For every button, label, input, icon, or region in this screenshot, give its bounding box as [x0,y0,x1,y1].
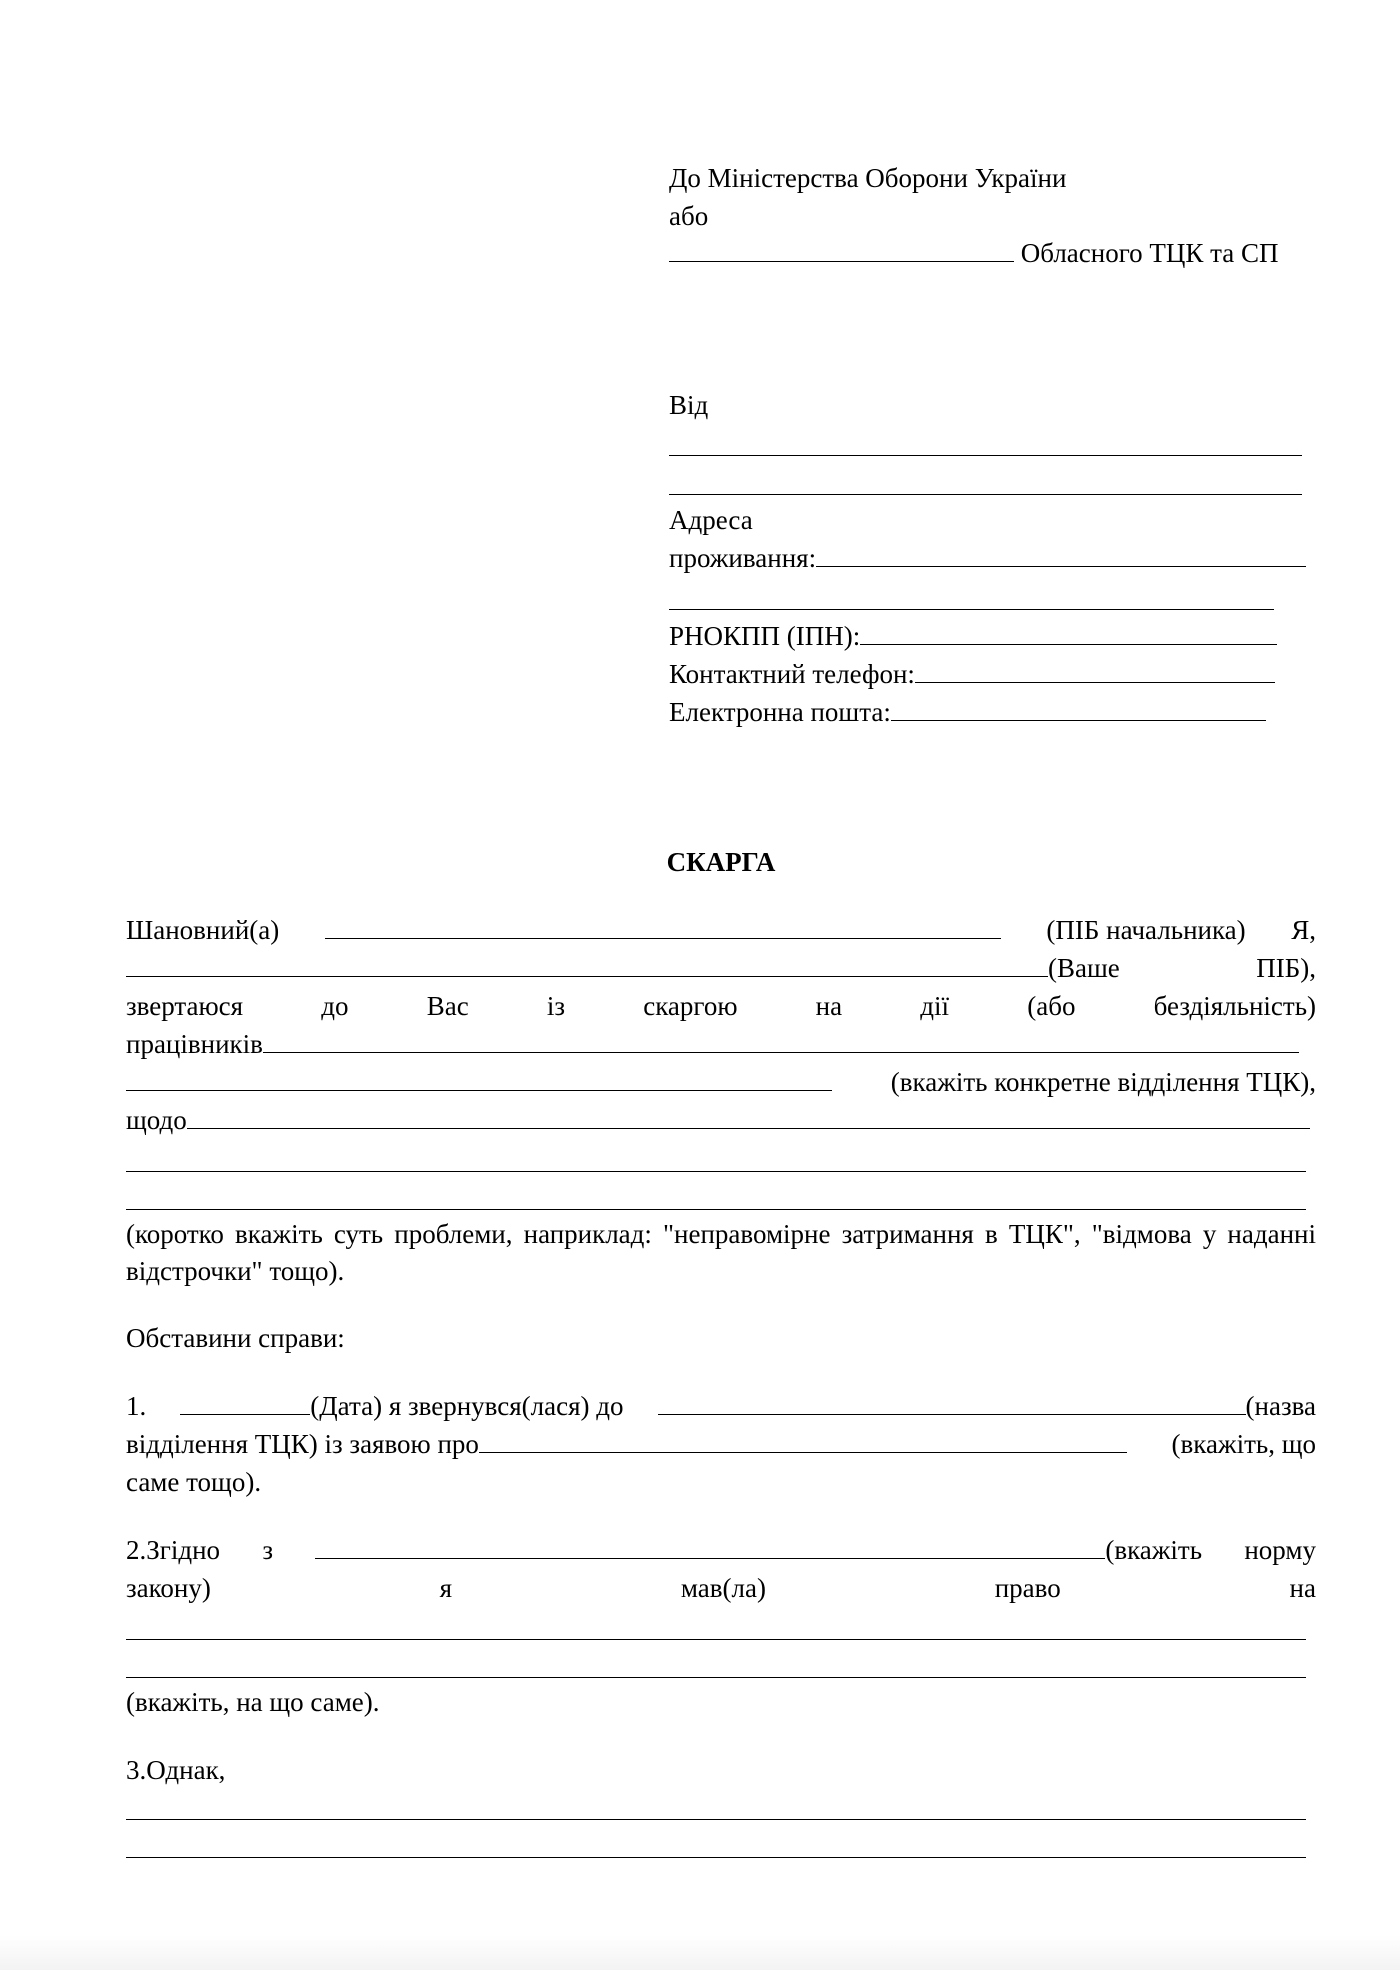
appeal-word: (або [1027,991,1076,1021]
item2-line1 [126,1532,1316,1569]
department-blank[interactable] [126,1066,832,1091]
item1-line2 [126,1426,1316,1463]
email-line [669,694,1266,731]
email-label: Електронна пошта: [669,697,891,727]
regional-office-label: Обласного ТЦК та СП [1020,238,1279,268]
appeal-word: дії [920,991,950,1021]
your-name-blank[interactable] [126,952,1048,977]
item1-line3: саме тощо). [126,1467,262,1497]
greeting-line [126,912,1316,949]
phone-line [669,656,1275,693]
regarding-line [126,1102,1310,1139]
item2-right-line-1[interactable] [126,1639,1306,1640]
item2-hint-a: (вкажіть [1105,1535,1203,1565]
email-blank[interactable] [891,696,1266,721]
item1-date-text: (Дата) я звернувся(лася) до [310,1391,624,1421]
address-line-2[interactable] [669,609,1274,610]
addressee-or: або [669,201,709,231]
document-title: СКАРГА [666,847,776,877]
item1-line2-text: відділення ТЦК) із заявою про [126,1429,479,1459]
appeal-word: бездіяльність) [1153,991,1316,1021]
tax-id-blank[interactable] [860,620,1277,645]
item2-word: на [1289,1573,1316,1603]
item2-hint-end: (вкажіть, на що саме). [126,1687,380,1717]
item2-right-line-2[interactable] [126,1677,1306,1678]
tax-id-line [669,618,1277,655]
appeal-word: Вас [426,991,469,1021]
employees-line [126,1026,1299,1063]
appeal-word: звертаюся [126,991,244,1021]
item2-law-blank[interactable] [315,1534,1105,1559]
department-hint: (вкажіть конкретне відділення ТЦК), [890,1067,1316,1097]
your-name-hint-1: (Ваше [1048,953,1120,983]
item1-line1 [126,1388,1316,1425]
appeal-word: на [815,991,843,1021]
address-blank[interactable] [816,542,1306,567]
item2-start: 2.Згідно [126,1535,221,1565]
address-label-2: проживання: [669,543,817,573]
pronoun: Я, [1291,915,1316,945]
addressee-regional-line [669,235,1278,272]
item2-z: з [262,1535,274,1565]
phone-blank[interactable] [915,658,1275,683]
appeal-word: із [546,991,566,1021]
item2-hint-b: норму [1244,1535,1316,1565]
item1-number: 1. [126,1391,147,1421]
problem-hint: (коротко вкажіть суть проблеми, наприклад: "неправомірне затримання в ТЦК", "відмова у наданні відстрочки" тощо). [126,1219,1316,1286]
appeal-word: скаргою [643,991,738,1021]
address-label: Адреса [669,505,753,535]
sender-name-line-1[interactable] [669,455,1302,456]
phone-label: Контактний телефон: [669,659,915,689]
item2-word: мав(ла) [680,1573,766,1603]
item1-date-blank[interactable] [180,1390,310,1415]
item1-line2-hint: (вкажіть, що [1171,1429,1316,1459]
greeting-label: Шановний(а) [126,915,280,945]
item1-dept-hint: (назва [1245,1391,1316,1421]
regional-office-blank[interactable] [669,237,1014,262]
tax-id-label: РНОКПП (ІПН): [669,621,861,651]
item2-line2 [126,1570,1316,1607]
item2-word: право [994,1573,1061,1603]
appeal-line [126,988,1316,1025]
item1-request-blank[interactable] [479,1428,1127,1453]
circumstances-heading: Обставини справи: [126,1323,345,1353]
item3-line-2[interactable] [126,1857,1306,1858]
problem-line-1[interactable] [126,1171,1306,1172]
item3-start: 3.Однак, [126,1755,226,1785]
regarding-blank[interactable] [187,1104,1310,1129]
sender-name-line-2[interactable] [669,494,1302,495]
your-name-hint-2: ПІБ), [1256,953,1316,983]
appeal-word: до [321,991,349,1021]
address-line [669,540,1306,577]
item1-dept-blank[interactable] [658,1390,1246,1415]
head-name-blank[interactable] [325,914,1001,939]
regarding-label: щодо [126,1105,187,1135]
item2-word: я [439,1573,453,1603]
from-label: Від [669,390,709,420]
employees-blank[interactable] [263,1028,1299,1053]
department-line [126,1064,1316,1101]
item3-line-1[interactable] [126,1819,1306,1820]
employees-label: працівників [126,1029,263,1059]
head-name-hint: (ПІБ начальника) [1046,915,1246,945]
item2-word: закону) [126,1573,211,1603]
addressee-ministry: До Міністерства Оборони України [669,163,1067,193]
page-bottom-shadow [0,1935,1400,1970]
your-name-line [126,950,1316,987]
problem-line-2[interactable] [126,1209,1306,1210]
